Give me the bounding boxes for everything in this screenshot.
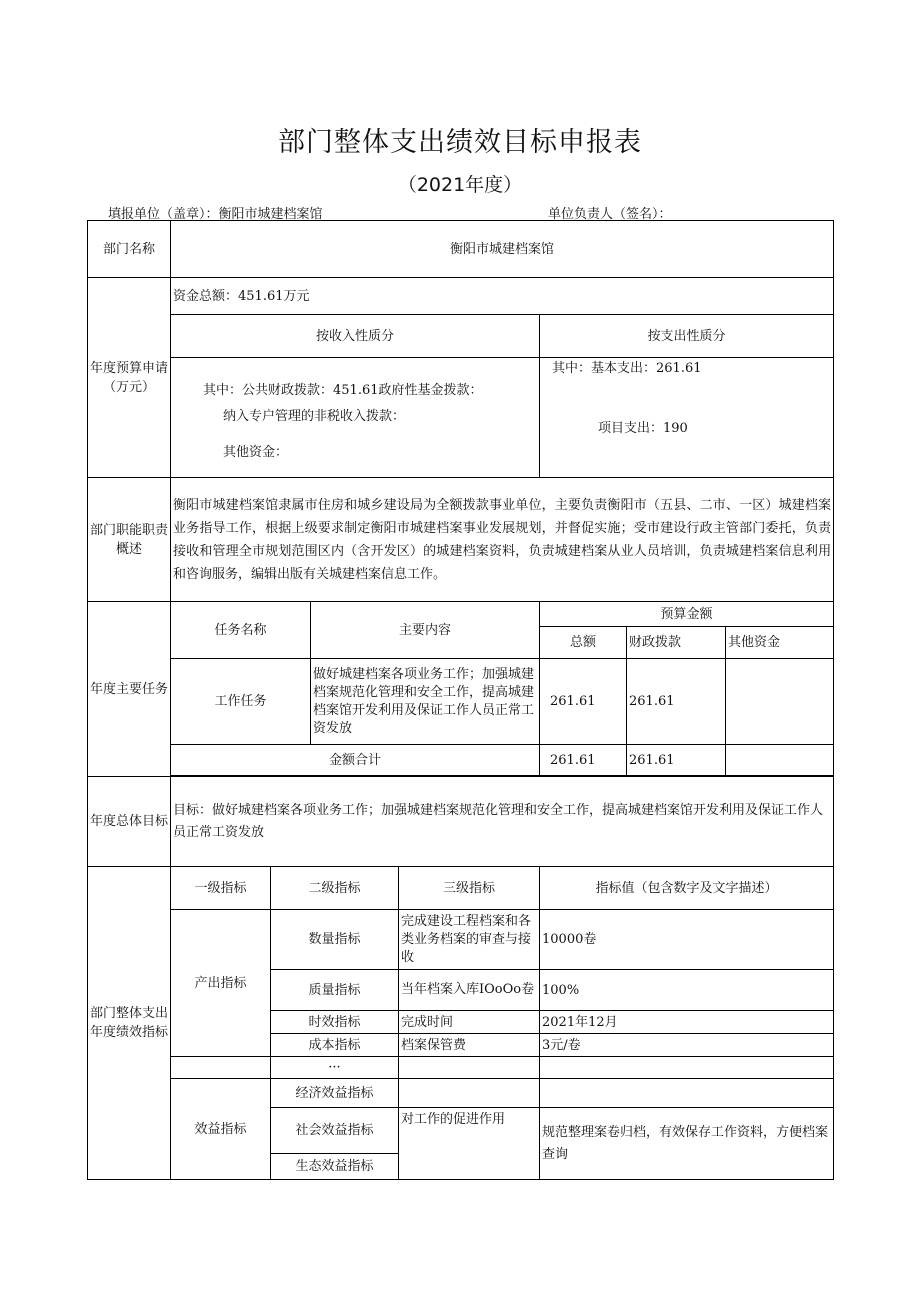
output-value: 3元/卷: [540, 1034, 834, 1057]
report-table: [87, 220, 834, 1180]
task-fiscal: 261.61: [627, 659, 726, 745]
sum-label: 金额合计: [171, 745, 540, 776]
duty-label: 部门职能职责概述: [88, 478, 171, 602]
benefit-l2: 社会效益指标: [271, 1108, 399, 1154]
fill-unit: 填报单位（盖章）：衡阳市城建档案馆: [108, 207, 323, 222]
output-l2: 质量指标: [271, 970, 399, 1011]
output-l2: 成本指标: [271, 1034, 399, 1057]
dept-value: 衡阳市城建档案馆: [171, 221, 834, 278]
output-l3: 完成建设工程档案和各类业务档案的审查与接收: [399, 910, 540, 970]
unit-leader: 单位负责人（签名）：: [548, 207, 672, 222]
page-title: 部门整体支出绩效目标申报表: [278, 127, 642, 158]
output-l3: 完成时间: [399, 1011, 540, 1034]
task-other-header: 其他资金: [726, 627, 834, 659]
income-breakdown: [171, 358, 540, 478]
task-content: 做好城建档案各项业务工作；加强城建档案规范化管理和安全工作，提高城建档案馆开发利用及保证工作人员正常工资发放: [311, 659, 540, 745]
output-l2: 数量指标: [271, 910, 399, 970]
income-line-3: 其他资金：: [223, 445, 289, 460]
income-header: 按收入性质分: [171, 315, 540, 358]
perf-h1: 一级指标: [171, 867, 271, 910]
benefit-l2: 经济效益指标: [271, 1079, 399, 1108]
expense-basic: 其中：基本支出：261.61: [552, 361, 702, 376]
perf-h2: 二级指标: [271, 867, 399, 910]
task-other: [726, 659, 834, 745]
report-year: （2021年度）: [397, 174, 523, 196]
tasks-label: 年度主要任务: [88, 602, 171, 777]
sum-other: [726, 745, 834, 776]
budget-label: 年度预算申请（万元）: [88, 278, 171, 478]
ellipsis: ···: [271, 1057, 399, 1079]
output-l3: 当年档案入库IOoOo卷: [399, 970, 540, 1011]
sum-total: 261.61: [540, 745, 627, 776]
expense-header: 按支出性质分: [540, 315, 834, 358]
task-total-header: 总额: [540, 627, 627, 659]
perf-h3: 三级指标: [399, 867, 540, 910]
output-l2: 时效指标: [271, 1011, 399, 1034]
sum-fiscal: 261.61: [627, 745, 726, 776]
goal-label: 年度总体目标: [88, 777, 171, 867]
task-content-header: 主要内容: [311, 602, 540, 659]
task-total: 261.61: [540, 659, 627, 745]
perf-label: 部门整体支出年度绩效指标: [88, 867, 171, 1180]
output-label: 产出指标: [171, 910, 271, 1057]
benefit-value: 规范整理案卷归档，有效保存工作资料，方便档案查询: [540, 1108, 834, 1180]
task-budget-header: 预算金额: [540, 602, 834, 627]
task-fiscal-header: 财政拨款: [627, 627, 726, 659]
benefit-l2: 生态效益指标: [271, 1154, 399, 1180]
benefit-l3: 对工作的促进作用: [399, 1108, 540, 1180]
output-value: 2021年12月: [540, 1011, 834, 1034]
dept-label: 部门名称: [88, 221, 171, 278]
output-value: 100%: [540, 970, 834, 1011]
task-name-header: 任务名称: [171, 602, 311, 659]
benefit-label: 效益指标: [171, 1079, 271, 1180]
duty-text: 衡阳市城建档案馆隶属市住房和城乡建设局为全额拨款事业单位，主要负责衡阳市（五县、二市、一区）城建档案业务指导工作，根据上级要求制定衡阳市城建档案事业发展规划，并督促实施；受市建设行政主管部门委托，负责接收和管理全市规划范围区内（含开发区）的城建档案资料，负责城建档案从业人员培训，负责城建档案信息利用和咨询服务，编辑出版有关城建档案信息工作。: [171, 478, 834, 602]
output-value: 10000卷: [540, 910, 834, 970]
budget-total: 资金总额：451.61万元: [171, 278, 834, 315]
income-line-2: 纳入专户管理的非税收入拨款：: [223, 409, 406, 424]
perf-h4: 指标值（包含数字及文字描述）: [540, 867, 834, 910]
task-name: 工作任务: [171, 659, 311, 745]
income-line-1: 其中：公共财政拨款：451.61政府性基金拨款：: [203, 383, 483, 398]
output-l3: 档案保管费: [399, 1034, 540, 1057]
expense-project: 项目支出：190: [598, 421, 688, 436]
expense-breakdown: [540, 358, 834, 478]
goal-text: 目标：做好城建档案各项业务工作；加强城建档案规范化管理和安全工作，提高城建档案馆开发利用及保证工作人员正常工资发放: [171, 777, 834, 867]
